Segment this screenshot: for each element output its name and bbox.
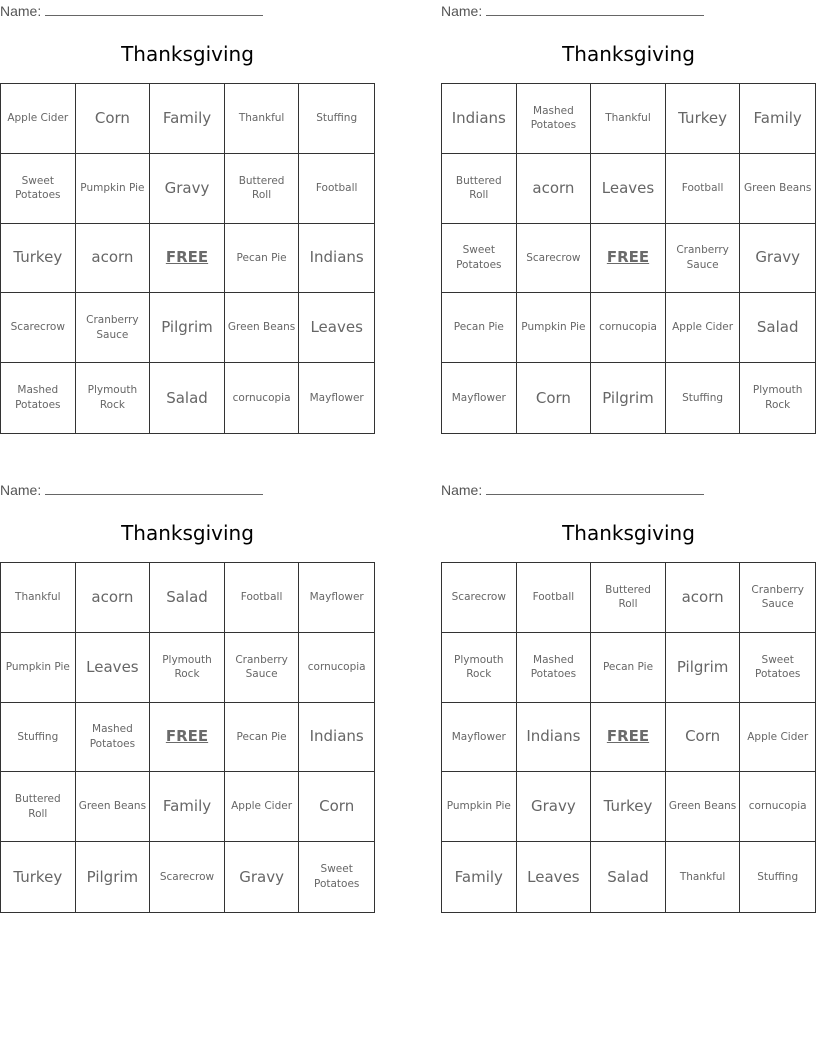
card-title: Thanksgiving	[121, 42, 254, 66]
name-label: Name:	[0, 3, 42, 19]
bingo-cell: Green Beans	[225, 293, 300, 363]
name-blank-line[interactable]	[45, 2, 263, 16]
bingo-cell: Leaves	[76, 633, 151, 703]
bingo-cell: Pumpkin Pie	[517, 293, 592, 363]
bingo-cell: Leaves	[591, 154, 666, 224]
bingo-cell: Buttered Roll	[591, 563, 666, 633]
card-title: Thanksgiving	[121, 521, 254, 545]
name-blank-line[interactable]	[486, 481, 704, 495]
bingo-cell: Plymouth Rock	[752, 384, 803, 412]
bingo-cell: Scarecrow	[517, 224, 592, 294]
bingo-grid	[441, 83, 816, 434]
bingo-cell: Cranberry Sauce	[740, 563, 815, 633]
bingo-cell: Leaves	[299, 293, 374, 363]
bingo-cell: Salad	[150, 363, 225, 433]
name-blank-line[interactable]	[486, 2, 704, 16]
name-blank-line[interactable]	[45, 481, 263, 495]
bingo-cell: Mashed Potatoes	[517, 633, 592, 703]
bingo-cell: Leaves	[517, 842, 592, 912]
bingo-cell: Apple Cider	[666, 293, 741, 363]
bingo-cell: Family	[442, 842, 517, 912]
bingo-cell: Sweet Potatoes	[740, 633, 815, 703]
bingo-cell: Salad	[740, 293, 815, 363]
bingo-cell: Football	[517, 563, 592, 633]
bingo-cell: Green Beans	[666, 772, 741, 842]
bingo-cell: Gravy	[225, 842, 300, 912]
bingo-grid	[0, 562, 375, 913]
bingo-cell: Mayflower	[309, 391, 364, 404]
bingo-cell: Mayflower	[442, 703, 517, 773]
bingo-cell: Apple Cider	[1, 84, 76, 154]
bingo-cell: Green Beans	[740, 154, 815, 224]
card-title: Thanksgiving	[562, 42, 695, 66]
name-field[interactable]	[441, 481, 704, 498]
bingo-cell: Indians	[517, 703, 592, 773]
bingo-cell: Plymouth Rock	[150, 633, 225, 703]
bingo-cell: Plymouth Rock	[76, 363, 151, 433]
bingo-cell: Apple Cider	[225, 772, 300, 842]
bingo-cell: Plymouth Rock	[442, 633, 517, 703]
bingo-cell: Turkey	[1, 224, 76, 294]
card-title: Thanksgiving	[562, 521, 695, 545]
bingo-cell: Pilgrim	[666, 633, 741, 703]
bingo-cell: Sweet Potatoes	[1, 154, 76, 224]
name-field[interactable]	[0, 481, 263, 498]
bingo-cell: Pumpkin Pie	[1, 633, 76, 703]
bingo-cell: Cranberry Sauce	[666, 224, 741, 294]
free-space-cell: FREE	[150, 224, 225, 294]
free-space-cell: FREE	[591, 224, 666, 294]
bingo-cell: Thankful	[666, 842, 741, 912]
bingo-cell: cornucopia	[299, 633, 374, 703]
bingo-cell: Corn	[517, 363, 592, 433]
bingo-cell: Scarecrow	[1, 293, 76, 363]
bingo-cell: Gravy	[517, 772, 592, 842]
bingo-cell: Indians	[299, 224, 374, 294]
bingo-cell: Buttered Roll	[225, 154, 300, 224]
bingo-cell: Stuffing	[757, 870, 799, 883]
bingo-cell: Family	[150, 772, 225, 842]
bingo-cell: Sweet Potatoes	[442, 224, 517, 294]
bingo-cell: Cranberry Sauce	[225, 633, 300, 703]
bingo-cell: Mayflower	[442, 363, 517, 433]
bingo-cell: acorn	[76, 224, 151, 294]
bingo-cell: Corn	[76, 84, 151, 154]
bingo-cell: Football	[225, 563, 300, 633]
bingo-cell: Pecan Pie	[225, 703, 300, 773]
name-label: Name:	[441, 3, 483, 19]
bingo-cell: Pumpkin Pie	[76, 154, 151, 224]
free-space-cell: FREE	[591, 703, 666, 773]
bingo-cell: Buttered Roll	[442, 154, 517, 224]
bingo-cell: cornucopia	[740, 772, 815, 842]
bingo-cell: Turkey	[666, 84, 741, 154]
name-field[interactable]	[441, 2, 704, 19]
bingo-cell: Stuffing	[299, 84, 374, 154]
bingo-cell: Pecan Pie	[225, 224, 300, 294]
bingo-cell: Family	[150, 84, 225, 154]
bingo-cell: cornucopia	[225, 363, 300, 433]
bingo-cell: Mashed Potatoes	[517, 84, 592, 154]
bingo-cell: acorn	[517, 154, 592, 224]
bingo-cell: Corn	[666, 703, 741, 773]
bingo-cell: Thankful	[1, 563, 76, 633]
bingo-cell: Pumpkin Pie	[442, 772, 517, 842]
bingo-cell: Football	[666, 154, 741, 224]
name-label: Name:	[441, 482, 483, 498]
bingo-cell: acorn	[76, 563, 151, 633]
bingo-cell: Pecan Pie	[591, 633, 666, 703]
bingo-cell: Corn	[299, 772, 374, 842]
bingo-cell: Apple Cider	[740, 703, 815, 773]
name-field[interactable]	[0, 2, 263, 19]
bingo-cell: Green Beans	[76, 772, 151, 842]
bingo-cell: Mashed Potatoes	[1, 363, 76, 433]
name-label: Name:	[0, 482, 42, 498]
bingo-cell: Thankful	[225, 84, 300, 154]
bingo-cell: Family	[740, 84, 815, 154]
bingo-cell: Mayflower	[299, 563, 374, 633]
bingo-cell: Pecan Pie	[442, 293, 517, 363]
bingo-cell: Football	[299, 154, 374, 224]
bingo-cell: Mashed Potatoes	[76, 703, 151, 773]
bingo-cell: Indians	[442, 84, 517, 154]
bingo-cell: Stuffing	[1, 703, 76, 773]
bingo-cell: Thankful	[591, 84, 666, 154]
bingo-cell: Scarecrow	[150, 842, 225, 912]
bingo-cell: Gravy	[150, 154, 225, 224]
bingo-cell: Gravy	[740, 224, 815, 294]
bingo-cell: Sweet Potatoes	[313, 863, 360, 891]
bingo-cell: Indians	[299, 703, 374, 773]
bingo-grid	[0, 83, 375, 434]
bingo-cell: Turkey	[1, 842, 76, 912]
bingo-cell: Buttered Roll	[1, 772, 76, 842]
bingo-cell: Salad	[591, 842, 666, 912]
bingo-cell: Pilgrim	[591, 363, 666, 433]
bingo-grid	[441, 562, 816, 913]
bingo-cell: cornucopia	[591, 293, 666, 363]
bingo-cell: acorn	[666, 563, 741, 633]
bingo-cell: Turkey	[591, 772, 666, 842]
bingo-cell: Salad	[150, 563, 225, 633]
bingo-cell: Stuffing	[666, 363, 741, 433]
bingo-cell: Pilgrim	[76, 842, 151, 912]
bingo-cell: Pilgrim	[150, 293, 225, 363]
bingo-cell: Cranberry Sauce	[76, 293, 151, 363]
bingo-cell: Scarecrow	[442, 563, 517, 633]
free-space-cell: FREE	[150, 703, 225, 773]
